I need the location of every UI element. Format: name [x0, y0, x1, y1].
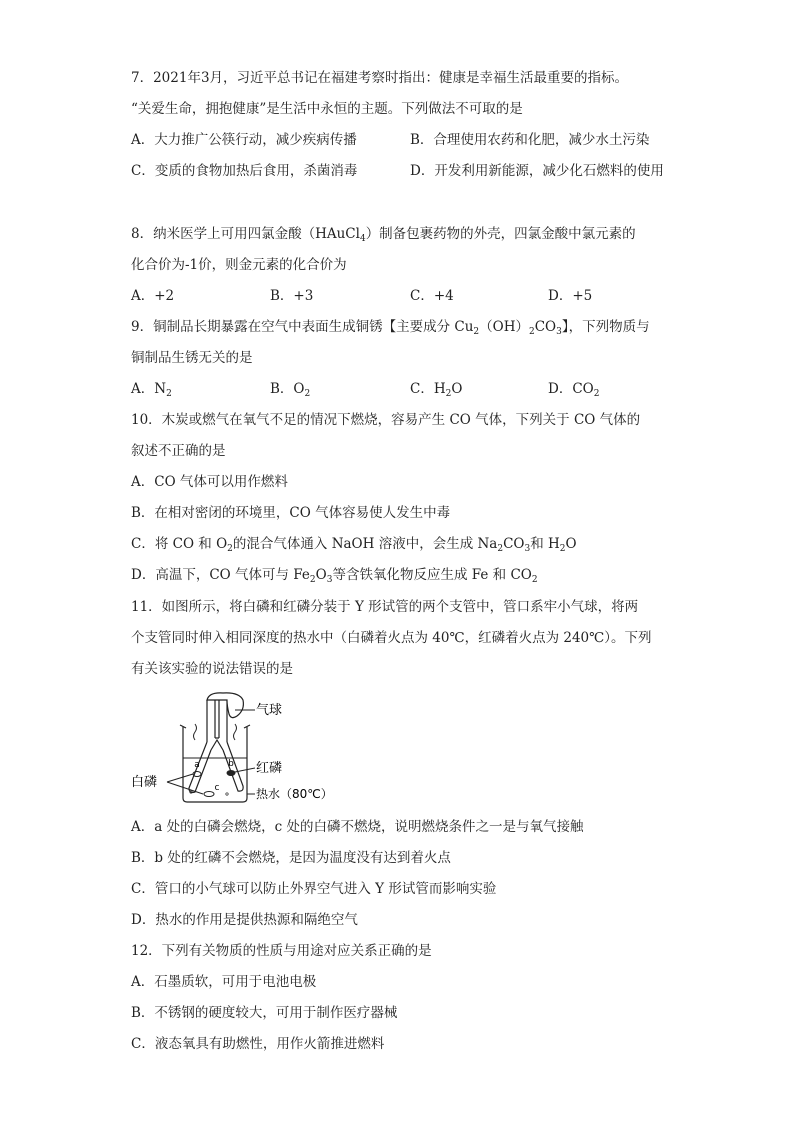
q11-option-b: B．b 处的红磷不会燃烧，是因为温度没有达到着火点 [131, 850, 451, 866]
q9-option-a: A．$N_2$ [131, 381, 172, 399]
mark-c: c [214, 783, 220, 793]
q10-stem-line-1: 10．木炭或燃气在氧气不足的情况下燃烧，容易产生 CO 气体，下列关于 CO 气体的 [131, 412, 641, 428]
y-tube-stem-left [207, 700, 215, 742]
q7-stem-line-1: 7．2021年3月，习近平总书记在福建考察时指出：健康是幸福生活最重要的指标。 [131, 70, 629, 86]
q10-option-c: C．将 CO 和 $O_2$的混合气体通入 NaOH 溶液中，会生成 $Na_2CO_3$和 $H_2O$ [131, 536, 577, 554]
q10-option-b: B．在相对密闭的环境里，CO 气体容易使人发生中毒 [131, 505, 451, 521]
steam-right-icon [234, 724, 237, 740]
q8-stem-line-1: 8．纳米医学上可用四氯金酸（HAuCl$_4$）制备包裹药物的外壳，四氯金酸中氯元素的 [131, 226, 636, 244]
q7-stem-line-2: “关爱生命，拥抱健康”是生活中永恒的主题。下列做法不可取的是 [131, 101, 523, 117]
q11-option-a: A．a 处的白磷会燃烧，c 处的白磷不燃烧，说明燃烧条件之一是与氧气接触 [131, 819, 584, 835]
q9-option-d: D．$CO_2$ [548, 381, 600, 399]
q7-option-b: B．合理使用农药和化肥，减少水土污染 [410, 132, 650, 148]
bubble-icon [226, 793, 228, 795]
red-phosphorus-leader-line [235, 768, 255, 772]
q11-option-d: D．热水的作用是提供热源和隔绝空气 [131, 912, 358, 928]
label-red-phosphorus: 红磷 [256, 761, 283, 776]
q8-stem-line-2: 化合价为-1价，则金元素的化合价为 [131, 257, 347, 273]
white-phosphorus-c [204, 792, 214, 797]
q11-stem-line-3: 有关该实验的说法错误的是 [131, 661, 293, 677]
q12-option-c: C．液态氧具有助燃性，用作火箭推进燃料 [131, 1036, 385, 1052]
y-tube-experiment-figure [131, 690, 333, 810]
mark-b: b [228, 759, 234, 769]
q12-option-b: B．不锈钢的硬度较大，可用于制作医疗器械 [131, 1005, 398, 1021]
q9-option-b: B．$O_2$ [270, 381, 311, 399]
label-balloon: 气球 [256, 703, 283, 718]
y-tube-stem-right [219, 700, 227, 742]
q12-stem-line-1: 12．下列有关物质的性质与用途对应关系正确的是 [131, 943, 432, 959]
q9-stem-line-2: 铜制品生锈无关的是 [131, 350, 253, 366]
q12-option-a: A．石墨质软，可用于电池电极 [131, 974, 317, 990]
label-white-phosphorus: 白磷 [131, 775, 158, 790]
q8-option-c: C．+4 [410, 288, 454, 304]
q10-stem-line-2: 叙述不正确的是 [131, 443, 226, 459]
mark-a: a [194, 760, 200, 770]
q8-option-a: A．+2 [131, 288, 175, 304]
q7-option-d: D．开发利用新能源，减少化石燃料的使用 [410, 163, 664, 179]
balloon [207, 693, 243, 718]
q8-option-d: D．+5 [548, 288, 593, 304]
q10-option-d: D．高温下，CO 气体可与 $Fe_2O_3$等含铁氧化物反应生成 Fe 和 $CO_2$ [131, 567, 538, 585]
q9-stem-line-1: 9．铜制品长期暴露在空气中表面生成铜锈【主要成分 $Cu_2(OH)_2CO_3$】，下列物质与 [131, 319, 650, 337]
q11-option-c: C．管口的小气球可以防止外界空气进入 Y 形试管而影响实验 [131, 881, 497, 897]
white-phosphorus-leader-a [167, 774, 193, 782]
label-hot-water: 热水（80℃） [256, 787, 333, 801]
q7-option-c: C．变质的食物加热后食用，杀菌消毒 [131, 163, 358, 179]
q11-stem-line-1: 11．如图所示，将白磷和红磷分装于 Y 形试管的两个支管中，管口系牢小气球，将两 [131, 599, 639, 615]
y-tube-junction [211, 740, 223, 750]
q7-option-a: A．大力推广公筷行动，减少疾病传播 [131, 132, 357, 148]
steam-left-icon [194, 724, 197, 740]
q9-option-c: C．$H_2O$ [410, 381, 463, 399]
q8-option-b: B．+3 [270, 288, 314, 304]
red-phosphorus-b [227, 771, 235, 776]
q10-option-a: A．CO 气体可以用作燃料 [131, 474, 288, 490]
q11-stem-line-2: 个支管同时伸入相同深度的热水中（白磷着火点为 40℃，红磷着火点为 240℃）。下列 [131, 630, 652, 646]
